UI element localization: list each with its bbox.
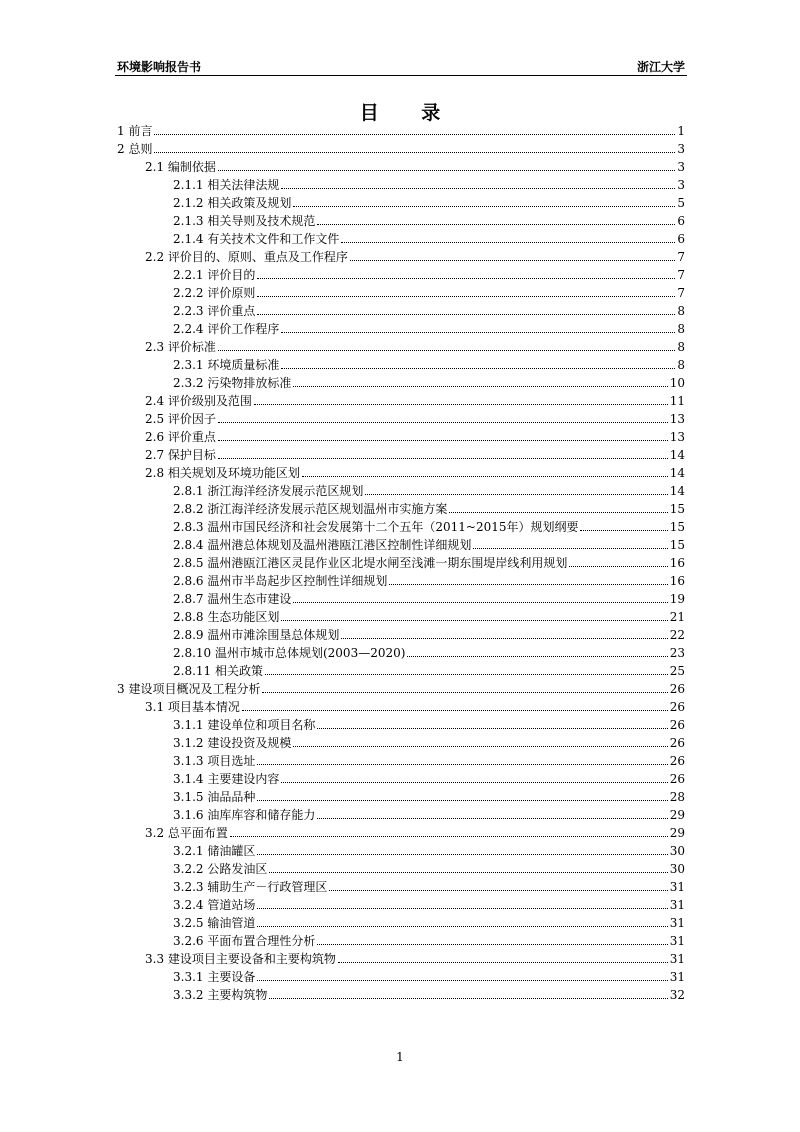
table-of-contents bbox=[115, 122, 685, 1004]
toc-entry-page: 31 bbox=[669, 880, 685, 894]
toc-entry-page: 29 bbox=[669, 808, 685, 822]
toc-entry-title: 2.8.11 相关政策 bbox=[173, 664, 263, 678]
toc-entry-page: 26 bbox=[669, 736, 685, 750]
dot-leader bbox=[257, 908, 667, 909]
toc-entry-page: 16 bbox=[669, 574, 685, 588]
toc-entry[interactable] bbox=[115, 626, 685, 644]
toc-entry-page: 26 bbox=[669, 718, 685, 732]
toc-entry[interactable] bbox=[115, 176, 685, 194]
dot-leader bbox=[449, 512, 667, 513]
dot-leader bbox=[293, 602, 667, 603]
toc-entry[interactable] bbox=[115, 986, 685, 1004]
toc-entry-title: 3.1.1 建设单位和项目名称 bbox=[173, 718, 316, 732]
toc-entry-title: 2.2 评价目的、原则、重点及工作程序 bbox=[145, 250, 348, 264]
dot-leader bbox=[218, 458, 668, 459]
toc-entry-title: 2.6 评价重点 bbox=[145, 430, 216, 444]
toc-entry-title: 2.7 保护目标 bbox=[145, 448, 216, 462]
toc-entry-page: 13 bbox=[669, 412, 685, 426]
toc-entry[interactable] bbox=[115, 950, 685, 968]
toc-entry-page: 16 bbox=[669, 556, 685, 570]
dot-leader bbox=[257, 854, 667, 855]
dot-leader bbox=[218, 422, 668, 423]
toc-entry-title: 2.8.8 生态功能区划 bbox=[173, 610, 280, 624]
toc-entry-page: 22 bbox=[669, 628, 685, 642]
toc-entry[interactable] bbox=[115, 338, 685, 356]
toc-entry[interactable] bbox=[115, 590, 685, 608]
toc-entry[interactable] bbox=[115, 194, 685, 212]
toc-entry[interactable] bbox=[115, 842, 685, 860]
toc-entry[interactable] bbox=[115, 140, 685, 158]
dot-leader bbox=[473, 548, 667, 549]
toc-entry-page: 7 bbox=[677, 286, 685, 300]
toc-entry-page: 30 bbox=[669, 844, 685, 858]
dot-leader bbox=[154, 134, 675, 135]
toc-entry-title: 2.3.1 环境质量标准 bbox=[173, 358, 280, 372]
toc-entry[interactable] bbox=[115, 536, 685, 554]
toc-entry[interactable] bbox=[115, 302, 685, 320]
toc-entry-page: 15 bbox=[669, 502, 685, 516]
dot-leader bbox=[257, 764, 667, 765]
toc-entry-page: 8 bbox=[677, 304, 685, 318]
toc-entry-title: 2.8.10 温州市城市总体规划(2003—2020) bbox=[173, 646, 406, 660]
toc-entry[interactable] bbox=[115, 788, 685, 806]
dot-leader bbox=[218, 440, 668, 441]
toc-entry-title: 2.8.7 温州生态市建设 bbox=[173, 592, 292, 606]
toc-entry-page: 5 bbox=[677, 196, 685, 210]
toc-entry-page: 8 bbox=[677, 340, 685, 354]
toc-entry[interactable] bbox=[115, 716, 685, 734]
toc-heading: 目 录 bbox=[359, 102, 459, 124]
toc-entry-title: 2.1.3 相关导则及技术规范 bbox=[173, 214, 316, 228]
toc-entry[interactable] bbox=[115, 932, 685, 950]
toc-entry[interactable] bbox=[115, 284, 685, 302]
toc-entry[interactable] bbox=[115, 518, 685, 536]
dot-leader bbox=[341, 638, 667, 639]
toc-entry-title: 2.5 评价因子 bbox=[145, 412, 216, 426]
toc-entry[interactable] bbox=[115, 896, 685, 914]
dot-leader bbox=[317, 728, 667, 729]
toc-entry-page: 14 bbox=[669, 484, 685, 498]
toc-entry-page: 26 bbox=[669, 700, 685, 714]
dot-leader bbox=[350, 260, 675, 261]
toc-entry-page: 31 bbox=[669, 898, 685, 912]
toc-entry-page: 8 bbox=[677, 358, 685, 372]
toc-entry[interactable] bbox=[115, 968, 685, 986]
toc-entry[interactable] bbox=[115, 554, 685, 572]
toc-entry[interactable] bbox=[115, 698, 685, 716]
toc-entry[interactable] bbox=[115, 410, 685, 428]
toc-entry-page: 26 bbox=[669, 772, 685, 786]
dot-leader bbox=[257, 296, 675, 297]
toc-entry-title: 2.8.4 温州港总体规划及温州港瓯江港区控制性详细规划 bbox=[173, 538, 472, 552]
toc-entry-page: 13 bbox=[669, 430, 685, 444]
dot-leader bbox=[154, 152, 675, 153]
toc-entry-title: 1 前言 bbox=[117, 124, 153, 138]
toc-entry-page: 26 bbox=[669, 682, 685, 696]
toc-entry-title: 2.3 评价标准 bbox=[145, 340, 216, 354]
toc-entry[interactable] bbox=[115, 482, 685, 500]
dot-leader bbox=[341, 242, 675, 243]
toc-entry-title: 3.1.4 主要建设内容 bbox=[173, 772, 280, 786]
toc-entry[interactable] bbox=[115, 770, 685, 788]
toc-entry-page: 6 bbox=[677, 232, 685, 246]
toc-entry-title: 3.3.2 主要构筑物 bbox=[173, 988, 268, 1002]
toc-entry-page: 1 bbox=[677, 124, 685, 138]
toc-entry-title: 2.8.3 温州市国民经济和社会发展第十二个五年（2011~2015年）规划纲要 bbox=[173, 520, 579, 534]
dot-leader bbox=[218, 170, 675, 171]
toc-entry-title: 2.4 评价级别及范围 bbox=[145, 394, 252, 408]
toc-entry-page: 32 bbox=[669, 988, 685, 1002]
toc-entry-title: 3.1.6 油库库容和储存能力 bbox=[173, 808, 316, 822]
toc-entry[interactable] bbox=[115, 446, 685, 464]
toc-entry-title: 3.1.3 项目选址 bbox=[173, 754, 256, 768]
toc-entry-title: 2.8.6 温州市半岛起步区控制性详细规划 bbox=[173, 574, 388, 588]
toc-entry-title: 2.8.9 温州市滩涂围垦总体规划 bbox=[173, 628, 340, 642]
dot-leader bbox=[281, 368, 675, 369]
toc-entry[interactable] bbox=[115, 662, 685, 680]
toc-entry[interactable] bbox=[115, 320, 685, 338]
toc-entry-title: 3.3.1 主要设备 bbox=[173, 970, 256, 984]
dot-leader bbox=[265, 674, 668, 675]
dot-leader bbox=[281, 332, 675, 333]
dot-leader bbox=[293, 206, 675, 207]
toc-entry-title: 3.2.5 输油管道 bbox=[173, 916, 256, 930]
toc-entry-title: 2.1.4 有关技术文件和工作文件 bbox=[173, 232, 340, 246]
dot-leader bbox=[293, 746, 667, 747]
toc-entry-title: 2.1.2 相关政策及规划 bbox=[173, 196, 292, 210]
dot-leader bbox=[262, 692, 667, 693]
toc-entry-page: 25 bbox=[669, 664, 685, 678]
toc-entry-page: 15 bbox=[669, 538, 685, 552]
toc-entry-title: 2.2.1 评价目的 bbox=[173, 268, 256, 282]
toc-entry-title: 2.1 编制依据 bbox=[145, 160, 216, 174]
toc-entry-title: 2.2.4 评价工作程序 bbox=[173, 322, 280, 336]
toc-entry-title: 2.8.2 浙江海洋经济发展示范区规划温州市实施方案 bbox=[173, 502, 448, 516]
toc-entry[interactable] bbox=[115, 608, 685, 626]
dot-leader bbox=[242, 710, 668, 711]
dot-leader bbox=[329, 890, 667, 891]
dot-leader bbox=[254, 404, 668, 405]
toc-entry[interactable] bbox=[115, 680, 685, 698]
toc-entry[interactable] bbox=[115, 860, 685, 878]
toc-entry-title: 3.2 总平面布置 bbox=[145, 826, 228, 840]
toc-entry-page: 31 bbox=[669, 952, 685, 966]
toc-entry-title: 2.8 相关规划及环境功能区划 bbox=[145, 466, 300, 480]
dot-leader bbox=[317, 944, 667, 945]
toc-entry-title: 2 总则 bbox=[117, 142, 153, 156]
toc-entry-title: 3.2.1 储油罐区 bbox=[173, 844, 256, 858]
toc-entry-title: 3 建设项目概况及工程分析 bbox=[117, 682, 261, 696]
toc-entry-page: 21 bbox=[669, 610, 685, 624]
toc-entry-page: 8 bbox=[677, 322, 685, 336]
toc-entry-title: 3.1.5 油品品种 bbox=[173, 790, 256, 804]
header-university: 浙江大学 bbox=[636, 60, 685, 74]
dot-leader bbox=[317, 818, 667, 819]
toc-entry-title: 3.2.4 管道站场 bbox=[173, 898, 256, 912]
toc-entry-title: 3.2.2 公路发油区 bbox=[173, 862, 268, 876]
toc-entry-page: 31 bbox=[669, 934, 685, 948]
toc-entry-title: 3.3 建设项目主要设备和主要构筑物 bbox=[145, 952, 336, 966]
toc-entry-title: 3.2.3 辅助生产－行政管理区 bbox=[173, 880, 328, 894]
toc-entry[interactable] bbox=[115, 878, 685, 896]
dot-leader bbox=[257, 800, 667, 801]
toc-entry-page: 23 bbox=[669, 646, 685, 660]
header-report-title: 环境影响报告书 bbox=[117, 60, 202, 74]
toc-entry[interactable] bbox=[115, 752, 685, 770]
dot-leader bbox=[407, 656, 667, 657]
toc-entry-page: 31 bbox=[669, 916, 685, 930]
toc-entry-page: 3 bbox=[677, 160, 685, 174]
toc-entry[interactable] bbox=[115, 914, 685, 932]
toc-entry-page: 30 bbox=[669, 862, 685, 876]
toc-entry[interactable] bbox=[115, 212, 685, 230]
toc-entry[interactable] bbox=[115, 230, 685, 248]
dot-leader bbox=[569, 566, 667, 567]
toc-entry-page: 19 bbox=[669, 592, 685, 606]
toc-entry[interactable] bbox=[115, 824, 685, 842]
dot-leader bbox=[257, 926, 667, 927]
dot-leader bbox=[389, 584, 667, 585]
toc-entry[interactable] bbox=[115, 500, 685, 518]
dot-leader bbox=[317, 224, 675, 225]
toc-entry[interactable] bbox=[115, 428, 685, 446]
header-rule bbox=[115, 75, 687, 76]
toc-entry-page: 14 bbox=[669, 466, 685, 480]
dot-leader bbox=[338, 962, 668, 963]
dot-leader bbox=[293, 386, 667, 387]
dot-leader bbox=[281, 782, 667, 783]
dot-leader bbox=[230, 836, 668, 837]
toc-entry-title: 2.8.5 温州港瓯江港区灵昆作业区北堤水闸至浅滩一期东围堤岸线利用规划 bbox=[173, 556, 568, 570]
toc-entry[interactable] bbox=[115, 374, 685, 392]
toc-entry-title: 3.2.6 平面布置合理性分析 bbox=[173, 934, 316, 948]
toc-entry-title: 2.3.2 污染物排放标准 bbox=[173, 376, 292, 390]
toc-entry-page: 7 bbox=[677, 250, 685, 264]
toc-entry[interactable] bbox=[115, 356, 685, 374]
toc-entry[interactable] bbox=[115, 464, 685, 482]
toc-entry-title: 2.8.1 浙江海洋经济发展示范区规划 bbox=[173, 484, 364, 498]
toc-entry-page: 15 bbox=[669, 520, 685, 534]
dot-leader bbox=[218, 350, 675, 351]
toc-entry-page: 28 bbox=[669, 790, 685, 804]
toc-entry[interactable] bbox=[115, 266, 685, 284]
dot-leader bbox=[257, 980, 667, 981]
dot-leader bbox=[269, 998, 667, 999]
toc-entry-page: 14 bbox=[669, 448, 685, 462]
toc-entry[interactable] bbox=[115, 734, 685, 752]
toc-entry[interactable] bbox=[115, 248, 685, 266]
toc-entry-page: 6 bbox=[677, 214, 685, 228]
toc-entry-page: 26 bbox=[669, 754, 685, 768]
toc-entry-page: 10 bbox=[669, 376, 685, 390]
dot-leader bbox=[365, 494, 667, 495]
toc-entry-title: 2.2.2 评价原则 bbox=[173, 286, 256, 300]
dot-leader bbox=[580, 530, 667, 531]
toc-entry-title: 3.1.2 建设投资及规模 bbox=[173, 736, 292, 750]
dot-leader bbox=[281, 188, 675, 189]
toc-entry[interactable] bbox=[115, 572, 685, 590]
dot-leader bbox=[257, 278, 675, 279]
dot-leader bbox=[269, 872, 667, 873]
toc-entry[interactable] bbox=[115, 644, 685, 662]
toc-entry-page: 29 bbox=[669, 826, 685, 840]
toc-entry[interactable] bbox=[115, 392, 685, 410]
page-header bbox=[115, 58, 687, 74]
toc-entry[interactable] bbox=[115, 806, 685, 824]
toc-entry-page: 31 bbox=[669, 970, 685, 984]
dot-leader bbox=[281, 620, 667, 621]
toc-entry-title: 2.2.3 评价重点 bbox=[173, 304, 256, 318]
dot-leader bbox=[302, 476, 668, 477]
toc-entry[interactable] bbox=[115, 122, 685, 140]
dot-leader bbox=[257, 314, 675, 315]
toc-entry-page: 11 bbox=[669, 394, 685, 408]
toc-entry-page: 3 bbox=[677, 142, 685, 156]
toc-entry-page: 7 bbox=[677, 268, 685, 282]
page-number: 1 bbox=[396, 1050, 404, 1064]
toc-entry[interactable] bbox=[115, 158, 685, 176]
toc-entry-page: 3 bbox=[677, 178, 685, 192]
toc-entry-title: 3.1 项目基本情况 bbox=[145, 700, 240, 714]
toc-entry-title: 2.1.1 相关法律法规 bbox=[173, 178, 280, 192]
